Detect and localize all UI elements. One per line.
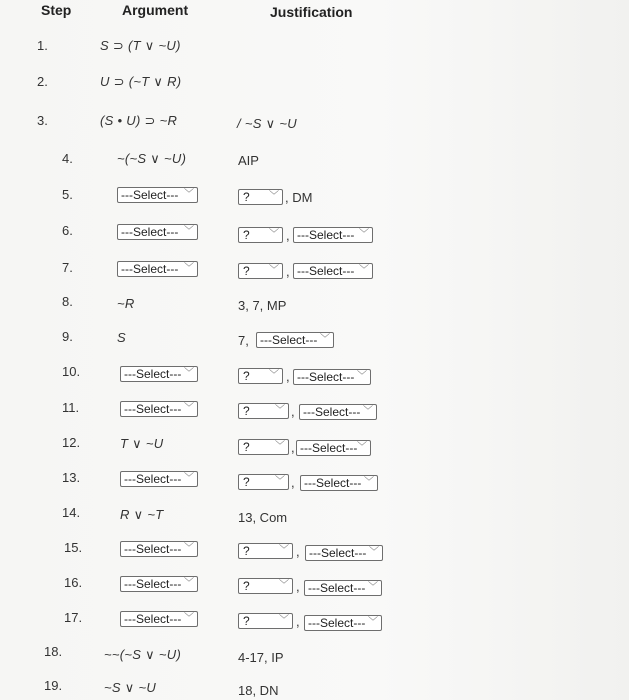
argument-text: R ∨ ~T	[120, 507, 164, 522]
argument-select[interactable]: ---Select--- ﹀	[120, 611, 198, 627]
rule-select[interactable]: ---Select--- ﹀	[256, 332, 334, 348]
argument-select[interactable]: ---Select--- ﹀	[120, 471, 198, 487]
step-number: 13.	[62, 470, 81, 485]
argument-select[interactable]: ---Select--- ﹀	[117, 261, 198, 277]
step-number: 15.	[64, 540, 83, 555]
justification-lines-select[interactable]: ? ﹀	[238, 578, 293, 594]
step-number: 11.	[62, 400, 80, 415]
rule-select[interactable]: ---Select--- ﹀	[300, 475, 378, 491]
justification-lines-select[interactable]: ? ﹀	[238, 227, 283, 243]
argument-select[interactable]: ---Select--- ﹀	[120, 576, 198, 592]
argument-select[interactable]: ---Select--- ﹀	[117, 187, 198, 203]
step-number: 7.	[62, 260, 73, 275]
argument-text: ~(~S ∨ ~U)	[117, 151, 187, 166]
step-number: 6.	[62, 223, 73, 238]
argument-select[interactable]: ---Select--- ﹀	[120, 541, 198, 557]
step-number: 10.	[62, 364, 81, 379]
argument-text: ~R	[117, 296, 135, 311]
step-number: 9.	[62, 329, 73, 344]
argument-select[interactable]: ---Select--- ﹀	[120, 366, 198, 382]
justification-lines-select[interactable]: ? ﹀	[238, 403, 289, 419]
argument-text: S ⊃ (T ∨ ~U)	[100, 38, 181, 53]
argument-select[interactable]: ---Select--- ﹀	[120, 401, 198, 417]
proof-page: Step Argument Justification 1. S ⊃ (T ∨ ~U) 2. U ⊃ (~T ∨ R) 3. (S • U) ⊃ ~R / ~S ∨ ~U 4. ~(~S ∨ ~U) AIP 5. ---Select--- ﹀ ? ﹀ , DM 6. ---Select--- ﹀ ? ﹀ , ---Select--- ﹀ 7. ---Select--- ﹀ ? ﹀ , ---Select--- ﹀ 8. ~R 3, 7, MP 9. S 7, ---Select--- ﹀ 10. ---Select--- ﹀ ? ﹀ , ---Select--- ﹀ 11. ---Select--- ﹀ ? ﹀ , ---Select--- ﹀ 12. T ∨ ~U ? ﹀ , ---Select--- ﹀ 13. ---Select--- ﹀ ? ﹀ , ---Select--- ﹀ 14. R ∨ ~T 13, Com 15. ---Select--- ﹀ ? ﹀ , ---Select--- ﹀ 16. ---Select--- ﹀ ? ﹀ , ---Select--- ﹀ 17. ---Select--- ﹀ ? ﹀ , ---Select--- ﹀ 18. ~~(~S ∨ ~U) 4-17, IP 19. ~S ∨ ~U 18, DN	[0, 0, 629, 700]
rule-select[interactable]: ---Select--- ﹀	[304, 580, 382, 596]
argument-text: ~S ∨ ~U	[104, 680, 157, 695]
rule-select[interactable]: ---Select--- ﹀	[293, 369, 371, 385]
argument-select[interactable]: ---Select--- ﹀	[117, 224, 198, 240]
rule-select[interactable]: ---Select--- ﹀	[299, 404, 377, 420]
justification-prefix: 7,	[238, 333, 249, 348]
header-justification: Justification	[270, 4, 353, 20]
step-number: 1.	[37, 38, 48, 53]
justification-lines-select[interactable]: ? ﹀	[238, 613, 293, 629]
justification-text: 13, Com	[238, 510, 288, 525]
argument-text: S	[117, 330, 126, 345]
step-number: 8.	[62, 294, 73, 309]
step-number: 19.	[44, 678, 63, 693]
step-number: 14.	[62, 505, 81, 520]
argument-text: (S • U) ⊃ ~R	[100, 113, 178, 128]
step-number: 18.	[44, 644, 63, 659]
step-number: 17.	[64, 610, 83, 625]
rule-select[interactable]: ---Select--- ﹀	[293, 263, 373, 279]
step-number: 12.	[62, 435, 81, 450]
justification-lines-select[interactable]: ? ﹀	[238, 189, 283, 205]
step-number: 4.	[62, 151, 73, 166]
justification-lines-select[interactable]: ? ﹀	[238, 474, 289, 490]
justification-text: 4-17, IP	[238, 650, 284, 665]
justification-lines-select[interactable]: ? ﹀	[238, 263, 283, 279]
justification-text: 3, 7, MP	[238, 298, 287, 313]
header-step: Step	[41, 2, 72, 18]
justification-lines-select[interactable]: ? ﹀	[238, 439, 289, 455]
justification-text: 18, DN	[238, 683, 279, 698]
step-number: 3.	[37, 113, 48, 128]
rule-text: , DM	[285, 190, 313, 205]
step-number: 2.	[37, 74, 48, 89]
step-number: 5.	[62, 187, 73, 202]
rule-select[interactable]: ---Select--- ﹀	[304, 615, 382, 631]
justification-lines-select[interactable]: ? ﹀	[238, 543, 293, 559]
rule-select[interactable]: ---Select--- ﹀	[305, 545, 383, 561]
step-number: 16.	[64, 575, 83, 590]
justification-text: AIP	[238, 153, 259, 168]
header-argument: Argument	[122, 2, 189, 18]
argument-text: U ⊃ (~T ∨ R)	[100, 74, 182, 89]
argument-text: ~~(~S ∨ ~U)	[104, 647, 182, 662]
rule-select[interactable]: ---Select--- ﹀	[293, 227, 373, 243]
conclusion-text: / ~S ∨ ~U	[237, 116, 297, 131]
rule-select[interactable]: ---Select--- ﹀	[296, 440, 371, 456]
justification-lines-select[interactable]: ? ﹀	[238, 368, 283, 384]
argument-text: T ∨ ~U	[120, 436, 164, 451]
